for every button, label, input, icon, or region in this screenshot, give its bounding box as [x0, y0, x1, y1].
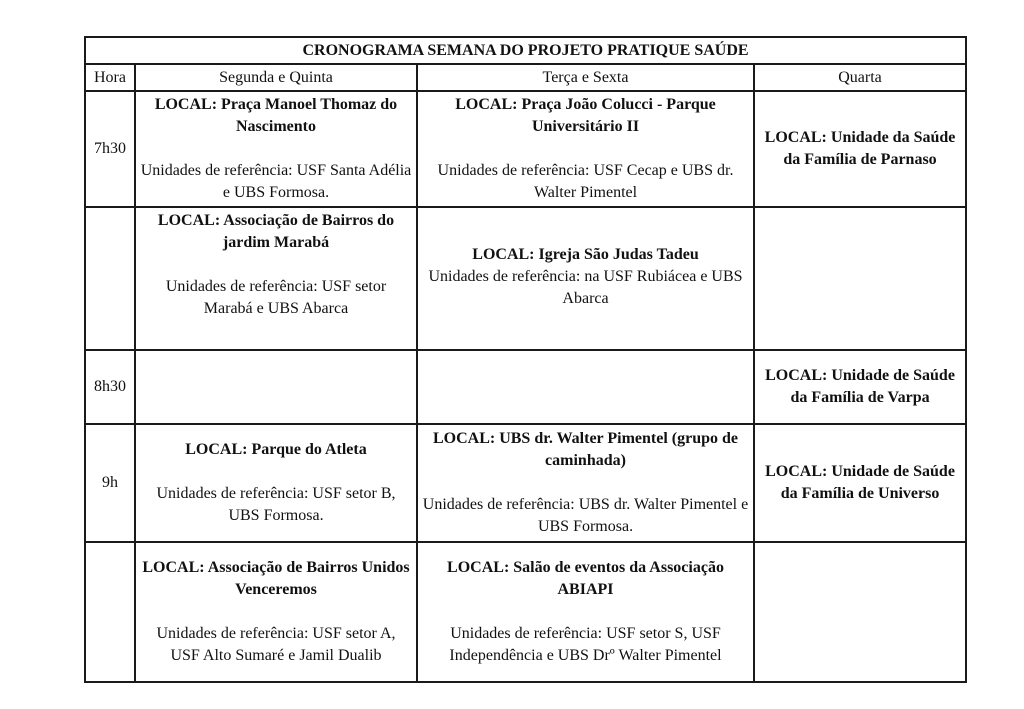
terca-sexta-cell	[417, 91, 754, 207]
local-text: LOCAL: Unidade de Saúde da Família de Universo	[765, 462, 955, 502]
segunda-quinta-cell	[135, 350, 417, 423]
table-row	[85, 91, 966, 207]
local-text: LOCAL: Praça João Colucci - Parque Universitário II	[455, 96, 716, 136]
segunda-quinta-cell	[135, 207, 417, 350]
terca-sexta-cell	[417, 350, 754, 423]
local-text: LOCAL: Praça Manoel Thomaz do Nascimento	[154, 96, 398, 136]
table-title: CRONOGRAMA SEMANA DO PROJETO PRATIQUE SAÚDE	[85, 37, 966, 64]
referencia-text: Unidades de referência: USF Santa Adélia e UBS Formosa.	[140, 162, 412, 202]
terca-sexta-cell	[417, 542, 754, 682]
segunda-quinta-cell	[135, 424, 417, 542]
hora-cell	[85, 207, 135, 350]
local-text: LOCAL: UBS dr. Walter Pimentel (grupo de caminhada)	[432, 429, 739, 469]
quarta-cell	[754, 91, 966, 207]
local-text: LOCAL: Unidade de Saúde da Família de Varpa	[765, 367, 955, 406]
hora-cell: 9h	[85, 424, 135, 542]
referencia-text: Unidades de referência: USF setor B, UBS Formosa.	[156, 484, 396, 524]
local-text: LOCAL: Associação de Bairros do jardim Marabá	[157, 212, 395, 252]
hora-cell	[85, 542, 135, 682]
referencia-text: Unidades de referência: USF setor Marabá e UBS Abarca	[165, 278, 387, 318]
terca-sexta-cell	[417, 207, 754, 350]
local-text: LOCAL: Parque do Atleta	[185, 440, 367, 458]
segunda-quinta-cell	[135, 542, 417, 682]
segunda-quinta-cell	[135, 91, 417, 207]
quarta-cell	[754, 424, 966, 542]
local-text: LOCAL: Salão de eventos da Associação ABIAPI	[447, 558, 724, 598]
referencia-text: Unidades de referência: USF setor A, USF Alto Sumaré e Jamil Dualib	[156, 624, 396, 664]
schedule-table	[84, 36, 967, 683]
local-text: LOCAL: Unidade da Saúde da Família de Parnaso	[764, 129, 956, 169]
header-hora: Hora	[85, 64, 135, 91]
referencia-text: Unidades de referência: USF Cecap e UBS dr. Walter Pimentel	[437, 162, 734, 202]
table-row	[85, 424, 966, 542]
header-terca-sexta: Terça e Sexta	[417, 64, 754, 91]
table-row	[85, 350, 966, 423]
terca-sexta-cell	[417, 424, 754, 542]
header-segunda-quinta: Segunda e Quinta	[135, 64, 417, 91]
hora-cell: 8h30	[85, 350, 135, 423]
quarta-cell	[754, 350, 966, 423]
table-row	[85, 542, 966, 682]
referencia-text: Unidades de referência: USF setor S, USF Independência e UBS Drº Walter Pimentel	[449, 624, 722, 664]
local-text: LOCAL: Igreja São Judas Tadeu	[472, 246, 699, 264]
referencia-text: Unidades de referência: UBS dr. Walter Pimentel e UBS Formosa.	[422, 495, 749, 535]
quarta-cell	[754, 207, 966, 350]
referencia-text: Unidades de referência: na USF Rubiácea e UBS Abarca	[428, 268, 743, 308]
local-text: LOCAL: Associação de Bairros Unidos Venceremos	[142, 558, 410, 598]
hora-cell: 7h30	[85, 91, 135, 207]
header-row	[85, 64, 966, 91]
table-row	[85, 207, 966, 350]
header-quarta: Quarta	[754, 64, 966, 91]
title-row	[85, 37, 966, 64]
quarta-cell	[754, 542, 966, 682]
